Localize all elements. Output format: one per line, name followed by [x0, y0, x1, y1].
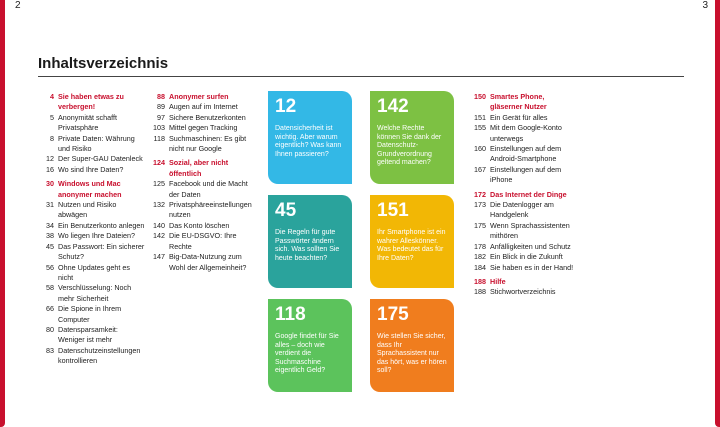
- toc-entry-title: Anfälligkeiten und Schutz: [490, 241, 571, 251]
- toc-entry-title: Die Datenlogger am Handgelenk: [490, 200, 554, 220]
- toc-page-number: 103: [153, 123, 165, 133]
- toc-entry-title: Wo liegen Ihre Dateien?: [58, 231, 135, 241]
- teaser-card-12[interactable]: [268, 91, 352, 184]
- toc-page-number: 182: [474, 252, 486, 262]
- toc-entry-title: Augen auf im Internet: [169, 102, 238, 112]
- toc-entry[interactable]: [143, 113, 253, 123]
- toc-entry-title: Ein Gerät für alles: [490, 112, 548, 122]
- toc-page-number: 58: [46, 283, 54, 293]
- right-page-number: 3: [702, 0, 708, 11]
- toc-page-number: 151: [474, 112, 486, 122]
- toc-page-number: 88: [157, 92, 165, 101]
- toc-page-number: 56: [46, 262, 54, 272]
- toc-entry-title: Sozial, aber nicht öffentlich: [169, 158, 229, 178]
- toc-page-number: 125: [153, 179, 165, 189]
- toc-page-number: 118: [153, 133, 165, 143]
- toc-chapter[interactable]: [143, 158, 253, 179]
- toc-entry-title: Nutzen und Risiko abwägen: [58, 200, 117, 220]
- toc-page-number: 80: [46, 324, 54, 334]
- toc-entry[interactable]: [468, 263, 578, 273]
- toc-column-1: [38, 92, 146, 367]
- toc-chapter[interactable]: [468, 92, 578, 113]
- toc-page-number: 173: [474, 200, 486, 210]
- toc-page-number: 83: [46, 345, 54, 355]
- toc-page-number: 89: [157, 102, 165, 112]
- toc-entry[interactable]: [468, 200, 578, 221]
- card-page-number: 142: [377, 96, 409, 117]
- toc-entry-title: Ein Benutzerkonto anlegen: [58, 220, 145, 230]
- toc-page-number: 147: [153, 252, 165, 262]
- toc-entry-title: Big-Data-Nutzung zum Wohl der Allgemeinheit?: [169, 252, 247, 272]
- card-page-number: 45: [275, 200, 297, 221]
- toc-chapter[interactable]: [38, 92, 146, 113]
- toc-page-number: 31: [46, 200, 54, 210]
- card-text: Google findet für Sie alles – doch wie verdient die Suchmaschine eigentlich Geld?: [275, 333, 339, 375]
- toc-page-number: 155: [474, 123, 486, 133]
- toc-page-number: 5: [50, 112, 54, 122]
- toc-entry-title: Verschlüsselung: Noch mehr Sicherheit: [58, 283, 132, 303]
- toc-page-number: 124: [153, 158, 165, 168]
- toc-entry-title: Wo sind Ihre Daten?: [58, 164, 124, 174]
- toc-entry[interactable]: [38, 154, 146, 164]
- card-text: Die Regeln für gute Passwörter ändern sich. Was sollten Sie heute beachten?: [275, 229, 340, 262]
- toc-page-number: 38: [46, 231, 54, 241]
- card-page-number: 175: [377, 304, 409, 325]
- toc-entry-title: Stichwortverzeichnis: [490, 287, 556, 297]
- toc-entry[interactable]: [38, 231, 146, 241]
- card-text: Ihr Smartphone ist ein wahrer Alleskönner. Was bedeutet das für Ihre Daten?: [377, 229, 446, 262]
- toc-page-number: 12: [46, 154, 54, 164]
- toc-entry[interactable]: [468, 221, 578, 242]
- toc-page-number: 142: [153, 231, 165, 241]
- toc-entry-title: Ohne Updates geht es nicht: [58, 262, 130, 282]
- toc-entry[interactable]: [468, 242, 578, 252]
- toc-entry[interactable]: [38, 346, 146, 367]
- toc-page-number: 30: [46, 179, 54, 189]
- toc-entry[interactable]: [38, 283, 146, 304]
- toc-chapter[interactable]: [38, 179, 146, 200]
- toc-entry[interactable]: [143, 221, 253, 231]
- toc-page-number: 45: [46, 241, 54, 251]
- toc-entry[interactable]: [38, 165, 146, 175]
- teaser-card-142[interactable]: [370, 91, 454, 184]
- card-page-number: 12: [275, 96, 297, 117]
- toc-page-number: 8: [50, 133, 54, 143]
- toc-page-number: 97: [157, 112, 165, 122]
- toc-entry[interactable]: [468, 144, 578, 165]
- toc-entry[interactable]: [38, 242, 146, 263]
- teaser-card-175[interactable]: [370, 299, 454, 392]
- toc-entry-title: Datenschutzeinstellungen kontrollieren: [58, 345, 141, 366]
- toc-page-number: 66: [46, 304, 54, 314]
- toc-entry-title: Einstellungen auf dem Android-Smartphone: [490, 144, 562, 164]
- toc-entry[interactable]: [38, 113, 146, 134]
- toc-page-number: 140: [153, 220, 165, 230]
- toc-entry-title: Mit dem Google-Konto unterwegs: [490, 123, 562, 143]
- toc-entry-title: Sie haben es in der Hand!: [490, 262, 574, 272]
- toc-chapter[interactable]: [468, 277, 578, 287]
- toc-entry-title: Smartes Phone, gläserner Nutzer: [490, 92, 547, 112]
- toc-entry[interactable]: [468, 287, 578, 297]
- toc-entry[interactable]: [143, 123, 253, 133]
- toc-page-number: 4: [50, 92, 54, 101]
- toc-page-number: 167: [474, 164, 486, 174]
- toc-page-number: 16: [46, 164, 54, 174]
- teaser-card-45[interactable]: [268, 195, 352, 288]
- teaser-card-118[interactable]: [268, 299, 352, 392]
- toc-page-number: 188: [474, 276, 486, 286]
- toc-entry[interactable]: [38, 325, 146, 346]
- toc-entry[interactable]: [38, 304, 146, 325]
- toc-entry-title: Private Daten: Währung und Risiko: [58, 133, 135, 154]
- toc-entry[interactable]: [468, 252, 578, 262]
- toc-page-number: 184: [474, 262, 486, 272]
- toc-page-number: 150: [474, 92, 486, 101]
- page-title: Inhaltsverzeichnis: [38, 55, 169, 72]
- toc-page-number: 34: [46, 220, 54, 230]
- toc-page-number: 172: [474, 189, 486, 199]
- toc-entry-title: Anonymer surfen: [169, 92, 229, 101]
- toc-entry-title: Facebook und die Macht der Daten: [169, 179, 248, 199]
- toc-entry-title: Sichere Benutzerkonten: [169, 112, 246, 122]
- toc-entry-title: Privatsphäreeinstellungen nutzen: [169, 200, 252, 220]
- toc-column-2: [143, 92, 253, 273]
- teaser-card-151[interactable]: [370, 195, 454, 288]
- toc-column-5: [468, 92, 578, 298]
- toc-page-number: 132: [153, 200, 165, 210]
- toc-entry-title: Das Passwort: Ein sicherer Schutz?: [58, 241, 145, 262]
- toc-entry[interactable]: [143, 134, 253, 155]
- toc-entry[interactable]: [38, 134, 146, 155]
- card-text: Welche Rechte können Sie dank der Datenschutz-Grundverordnung geltend machen?: [377, 125, 442, 167]
- toc-entry[interactable]: [143, 231, 253, 252]
- toc-entry-title: Suchmaschinen: Es gibt nicht nur Google: [169, 133, 247, 154]
- toc-entry-title: Datensparsamkeit: Weniger ist mehr: [58, 324, 118, 345]
- toc-entry-title: Sie haben etwas zu verbergen!: [58, 92, 124, 112]
- toc-entry-title: Ein Blick in die Zukunft: [490, 252, 563, 262]
- toc-entry-title: Mittel gegen Tracking: [169, 123, 238, 133]
- toc-page-number: 175: [474, 220, 486, 230]
- toc-entry-title: Das Internet der Dinge: [490, 189, 567, 199]
- toc-chapter[interactable]: [143, 92, 253, 102]
- toc-entry[interactable]: [468, 123, 578, 144]
- card-page-number: 118: [275, 304, 306, 325]
- title-rule: [38, 76, 684, 77]
- toc-page-number: 160: [474, 144, 486, 154]
- toc-entry[interactable]: [143, 102, 253, 112]
- toc-entry-title: Die EU-DSGVO: Ihre Rechte: [169, 231, 237, 251]
- toc-entry-title: Einstellungen auf dem iPhone: [490, 164, 562, 185]
- toc-entry[interactable]: [468, 165, 578, 186]
- toc-entry[interactable]: [143, 200, 253, 221]
- card-page-number: 151: [377, 200, 409, 221]
- toc-entry-title: Die Spione in Ihrem Computer: [58, 304, 122, 324]
- toc-entry[interactable]: [143, 252, 253, 273]
- toc-entry-title: Windows und Mac anonymer machen: [58, 179, 122, 199]
- card-text: Wie stellen Sie sicher, dass Ihr Sprachassistent nur das hört, was er hören soll?: [377, 333, 447, 375]
- toc-entry[interactable]: [468, 113, 578, 123]
- toc-chapter[interactable]: [468, 190, 578, 200]
- toc-page-number: 178: [474, 241, 486, 251]
- left-page-number: 2: [15, 0, 21, 11]
- card-text: Datensicherheit ist wichtig. Aber warum eigentlich? Was kann Ihnen passieren?: [275, 125, 342, 158]
- toc-entry[interactable]: [38, 221, 146, 231]
- toc-entry-title: Anonymität schafft Privatsphäre: [58, 112, 117, 133]
- toc-entry-title: Der Super-GAU Datenleck: [58, 154, 143, 164]
- toc-entry-title: Das Konto löschen: [169, 220, 230, 230]
- toc-entry-title: Wenn Sprachassistenten mithören: [490, 220, 570, 241]
- left-page-edge: [0, 0, 5, 427]
- toc-entry[interactable]: [38, 263, 146, 284]
- toc-entry[interactable]: [143, 179, 253, 200]
- toc-entry-title: Hilfe: [490, 276, 506, 286]
- toc-page-number: 188: [474, 287, 486, 297]
- right-page-edge: [715, 0, 720, 427]
- toc-entry[interactable]: [38, 200, 146, 221]
